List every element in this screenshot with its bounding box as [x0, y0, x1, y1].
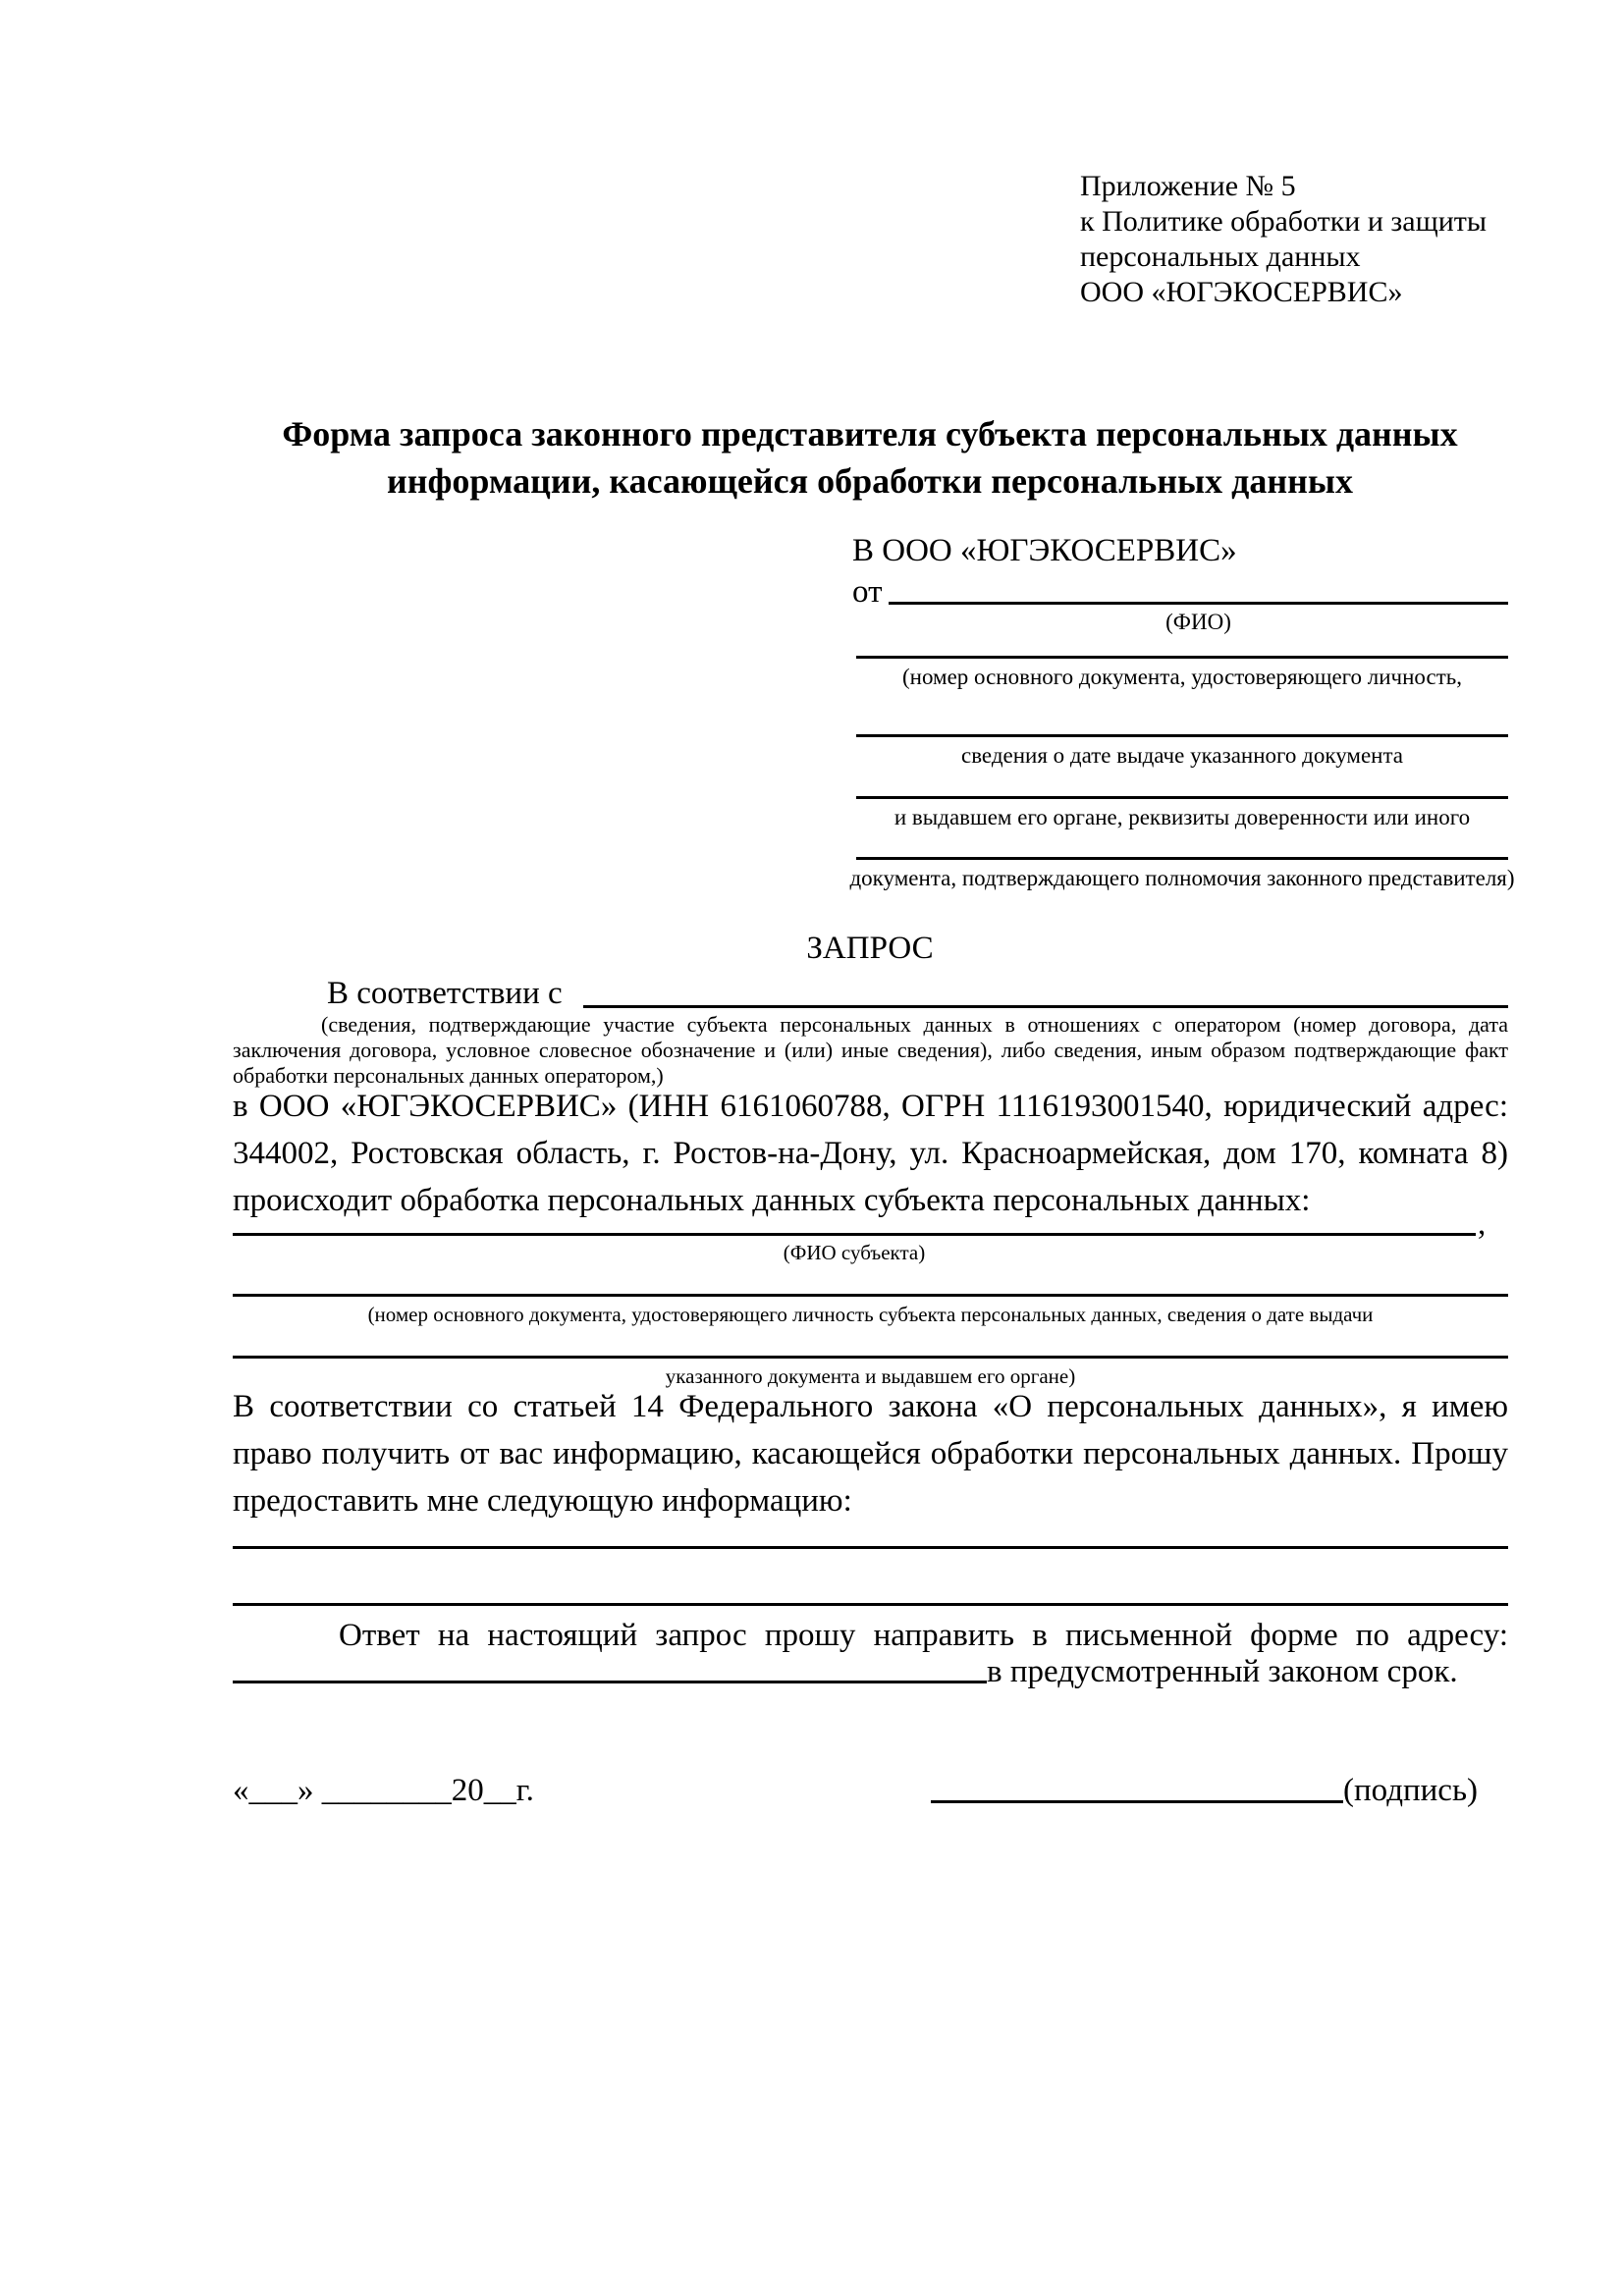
signature-line [931, 1800, 1343, 1803]
law-paragraph-line: право получить от вас информацию, касающейся обработки персональных данных. Прошу [233, 1436, 1508, 1471]
fine-print-line: заключения договора, условное словесное обозначение и (или) иные сведения), либо сведения, иным образом подтверждающие факт [233, 1038, 1508, 1062]
fine-print-line: (сведения, подтверждающие участие субъекта персональных данных в отношениях с оператором (номер договора, дата [321, 1012, 1508, 1037]
field-caption-doc3: и выдавшем его органе, реквизиты доверенности или иного [893, 805, 1471, 829]
blank-underline-doc3 [856, 796, 1508, 799]
addressee-org: В ООО «ЮГЭКОСЕРВИС» [852, 533, 1237, 568]
field-caption-doc1: (номер основного документа, удостоверяющего личность, [901, 665, 1462, 689]
blank-underline-subject-fio [233, 1233, 1476, 1236]
law-paragraph-line: предоставить мне следующую информацию: [233, 1483, 852, 1519]
annex-line: к Политике обработки и защиты [1080, 205, 1488, 238]
doc-caption-1: (номер основного документа, удостоверяющего личность субъекта персональных данных, сведения о дате выдачи [367, 1303, 1374, 1326]
date-line: «___» ________20__г. [233, 1773, 534, 1808]
from-label: от [852, 574, 883, 610]
request-heading: ЗАПРОС [806, 931, 934, 966]
blank-underline-doc4 [856, 857, 1508, 860]
form-title-line1: Форма запроса законного представителя субъекта персональных данных [282, 414, 1458, 454]
law-paragraph-line: В соответствии со статьей 14 Федерального закона «О персональных данных», я имею [233, 1389, 1508, 1424]
form-title [232, 410, 1508, 505]
subject-comma: , [1478, 1206, 1487, 1242]
blank-underline-accordance [583, 1005, 1508, 1008]
signature-caption: (подпись) [1343, 1773, 1478, 1808]
operator-paragraph-line: 344002, Ростовская область, г. Ростов-на-Дону, ул. Красноармейская, дом 170, комната 8) [233, 1136, 1508, 1171]
answer-paragraph-line: Ответ на настоящий запрос прошу направить в письменной форме по адресу: [339, 1618, 1508, 1653]
annex-line: Приложение № 5 [1080, 170, 1296, 202]
form-title-line2: информации, касающейся обработки персональных данных [387, 461, 1353, 501]
field-caption-doc2: сведения о дате выдаче указанного документа [960, 743, 1404, 768]
blank-underline-info1 [233, 1546, 1508, 1549]
annex-line: ООО «ЮГЭКОСЕРВИС» [1080, 276, 1403, 308]
fio-subject-caption: (ФИО субъекта) [783, 1241, 926, 1264]
annex-block [1080, 169, 1487, 310]
blank-underline-doc2 [856, 734, 1508, 737]
answer-suffix: в предусмотренный законом срок. [987, 1654, 1458, 1689]
blank-underline-doc1 [856, 656, 1508, 659]
field-caption-doc4: документа, подтверждающего полномочия законного представителя) [849, 866, 1515, 890]
operator-paragraph-line: в ООО «ЮГЭКОСЕРВИС» (ИНН 6161060788, ОГРН 1116193001540, юридический адрес: [233, 1089, 1508, 1124]
fine-print-line: обработки персональных данных оператором,) [233, 1063, 664, 1088]
annex-line: персональных данных [1080, 240, 1361, 273]
doc-caption-2: указанного документа и выдавшем его органе) [665, 1364, 1076, 1388]
blank-underline-fio [889, 602, 1508, 605]
blank-underline-subject-doc1 [233, 1294, 1508, 1297]
fio-caption: (ФИО) [1165, 610, 1231, 634]
blank-underline-subject-doc2 [233, 1356, 1508, 1359]
blank-underline-address [233, 1681, 987, 1683]
in-accordance-text: В соответствии с [327, 976, 563, 1011]
blank-underline-info2 [233, 1603, 1508, 1606]
operator-paragraph-line: происходит обработка персональных данных субъекта персональных данных: [233, 1183, 1311, 1218]
